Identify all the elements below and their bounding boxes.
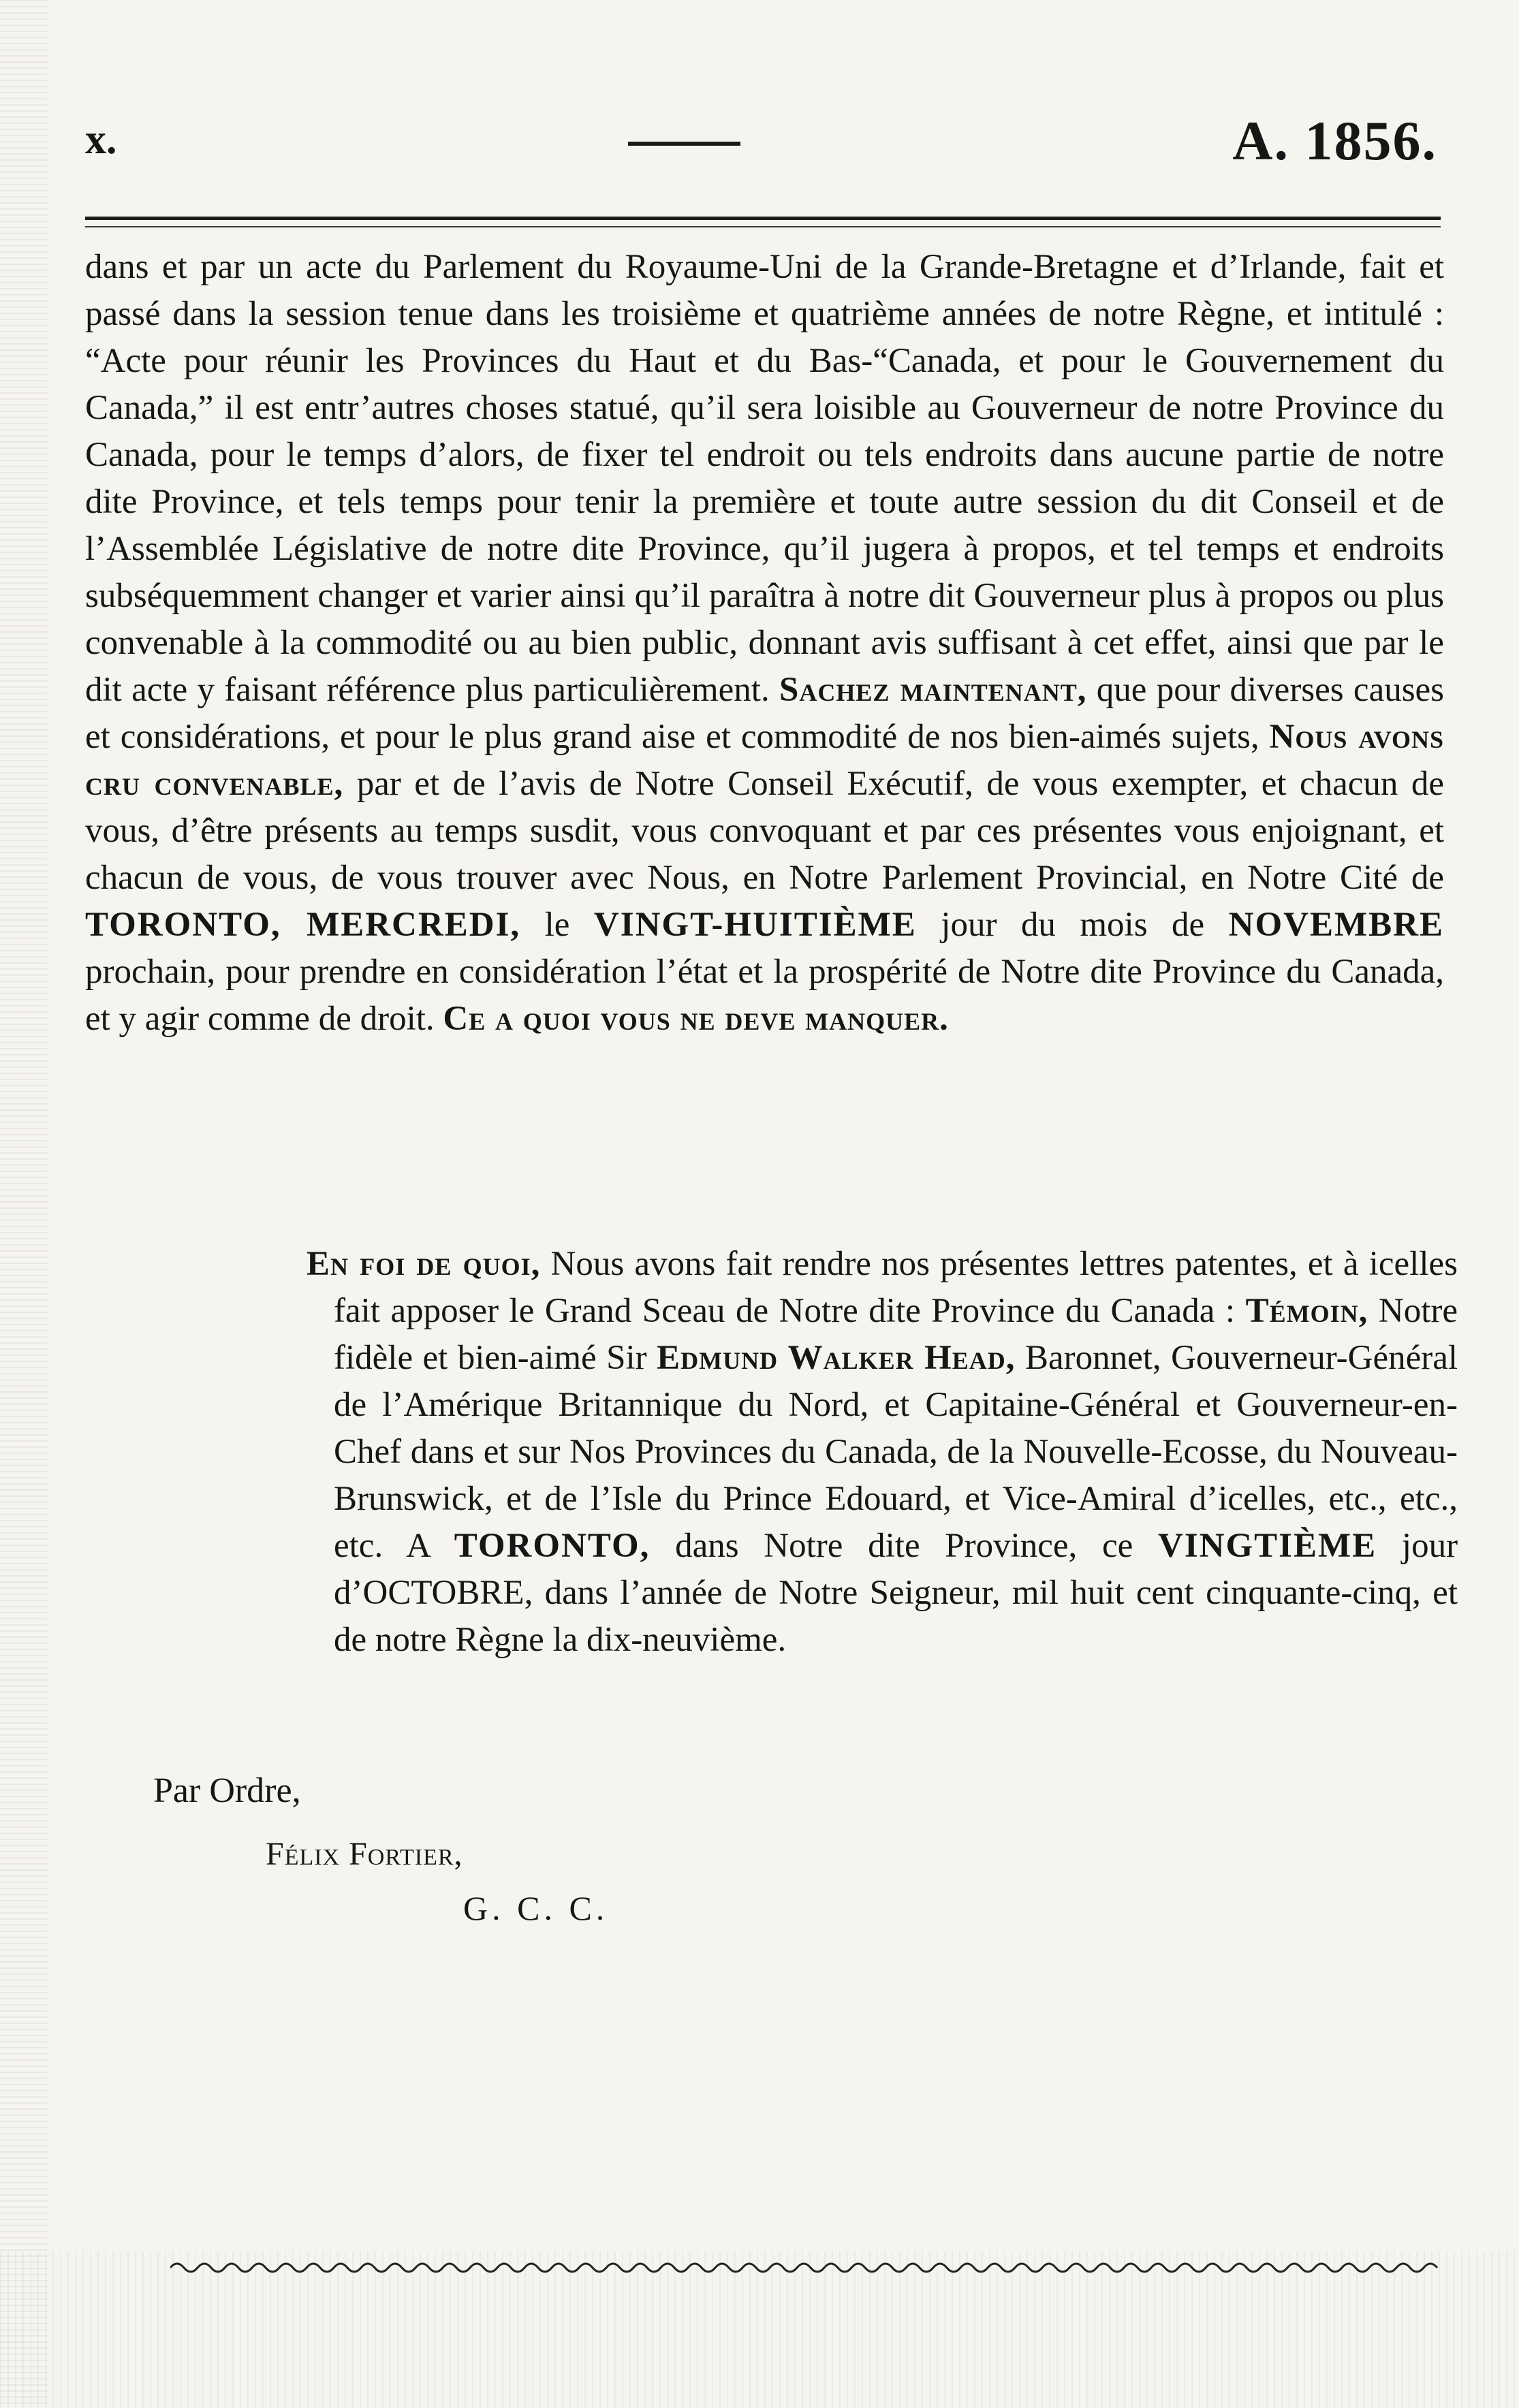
body-text-2: que pour diverses causes et considérations, et pour le plus grand aise et commodité de nos bien-aimés sujets, — [85, 671, 1445, 756]
attest-text-2: Notre fidèle et bien-aimé Sir — [334, 1292, 1458, 1377]
by-order: Par Ordre, — [153, 1771, 301, 1810]
attestation-clause — [307, 1241, 1458, 1664]
temoin: Témoin, — [1245, 1292, 1368, 1330]
decorative-rule — [170, 2254, 1444, 2281]
signer-title: G. C. C. — [463, 1889, 609, 1927]
nous-avons-cru: Nous avons cru convenable, — [85, 718, 1445, 803]
attest-text-1: Nous avons fait rendre nos présentes lettres patentes, et à icelles fait apposer le Grand Sceau de Notre dite Province du Canada : — [334, 1245, 1458, 1330]
page-number: x. — [85, 116, 117, 163]
body-text-4: le — [544, 906, 570, 944]
header-rule-thin — [85, 226, 1441, 227]
running-head — [85, 109, 1437, 184]
proclamation-body — [85, 244, 1444, 1043]
en-foi-de-quoi: En foi de quoi, — [307, 1245, 541, 1283]
year-label: A. 1856. — [1232, 110, 1437, 172]
body-text-3: par et de l’avis de Notre Conseil Exécutif, de vous exempter, et chacun de vous, d’être présents au temps susdit, vous convoquant et par ces présentes vous enjoignant, et chacun de vous, de vous trouver avec Nous, en Notre Parlement Provincial, en Notre Cité de — [85, 765, 1444, 897]
ce-a-quoi: Ce a quoi vous ne deve manquer. — [443, 1000, 949, 1038]
attest-text-4: dans Notre dite Province, ce — [675, 1527, 1133, 1565]
meeting-month: NOVEMBRE — [1228, 906, 1444, 944]
head-dash — [628, 142, 740, 146]
scan-noise-left — [0, 0, 48, 2408]
sachez-maintenant: Sachez maintenant, — [779, 671, 1087, 709]
governor-name: Edmund Walker Head, — [657, 1339, 1016, 1377]
attest-date-day: VINGTIÈME — [1157, 1527, 1377, 1565]
signer-name: Félix Fortier, — [266, 1836, 463, 1872]
attest-text-5: jour d’OCTOBRE, dans l’année de Notre Seigneur, mil huit cent cinquante-cinq, et de notre Règne la dix-neuvième. — [334, 1527, 1458, 1659]
meeting-day: VINGT-HUITIÈME — [593, 906, 917, 944]
wave-ornament-icon — [170, 2254, 1444, 2281]
body-text-1: dans et par un acte du Parlement du Royaume-Uni de la Grande-Bretagne et d’Irlande, fait et passé dans la session tenue dans les troisième et quatrième années de notre Règne, et intitulé : “Acte pour réunir les Provinces du Haut et du Bas-“Canada, et pour le Gouvernement du Canada,” il est entr’autres choses statué, qu’il sera loisible au Gouverneur de notre Province du Canada, pour le temps d’alors, de fixer tel endroit ou tels endroits dans aucune partie de notre dite Province, et tels temps pour tenir la première et toute autre session du dit Conseil et de l’Assemblée Législative de notre dite Province, qu’il jugera à propos, et tel temps et endroits subséquemment changer et varier ainsi qu’il paraîtra à notre dit Gouverneur plus à propos ou plus convenable à la commodité ou au bien public, donnant avis suffisant à cet effet, ainsi que par le dit acte y faisant référence plus particulièrement. — [85, 248, 1444, 709]
body-text-5: jour du mois de — [941, 906, 1205, 944]
header-rule-thick — [85, 217, 1441, 220]
attest-text-3: Baronnet, Gouverneur-Général de l’Amérique Britannique du Nord, et Capitaine-Général et Gouverneur-en-Chef dans et sur Nos Provinces du Canada, de la Nouvelle-Ecosse, du Nouveau-Brunswick, et de l’Isle du Prince Edouard, et Vice-Amiral d’icelles, etc., etc., etc. A — [334, 1339, 1458, 1565]
city-day: TORONTO, MERCREDI, — [85, 906, 521, 944]
body-text-6: prochain, pour prendre en considération l’état et la prospérité de Notre dite Province du Canada, et y agir comme de droit. — [85, 953, 1444, 1038]
attest-place: TORONTO, — [454, 1527, 651, 1565]
